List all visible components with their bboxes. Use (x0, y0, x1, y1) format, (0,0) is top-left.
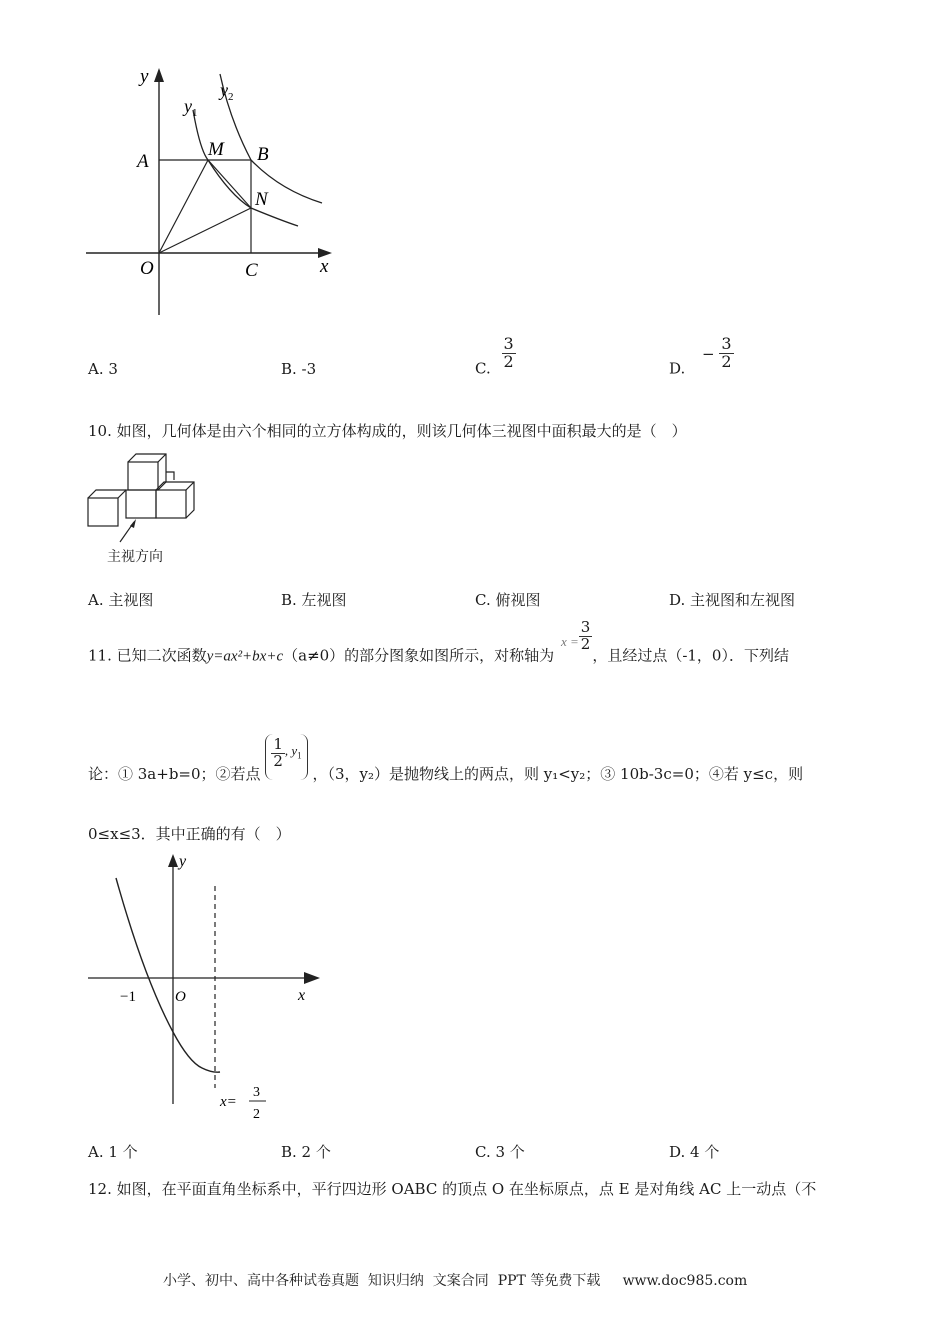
q9-option-c-num: 3 (503, 334, 514, 353)
q9-option-d-sign: − (702, 345, 715, 364)
q9-y-arrow (154, 68, 164, 82)
q11-label-axis-num: 3 (253, 1085, 260, 1100)
q9-label-M: M (208, 139, 224, 160)
q9-option-c-den: 2 (503, 351, 514, 371)
q9-option-c-prefix: C. (475, 359, 491, 378)
q11-axis-fraction (579, 620, 593, 653)
q10-figure-caption: 主视方向 (107, 549, 163, 565)
q10-stem: 10. 如图，几何体是由六个相同的立方体构成的，则该几何体三视图中面积最大的是（ ） (88, 422, 687, 440)
q9-curve-y1 (193, 110, 298, 226)
page-footer: 小学、初中、高中各种试卷真题 知识归纳 文案合同 PPT 等免费下载 www.doc985.com (163, 1273, 748, 1289)
q11-point-fraction (271, 737, 285, 770)
q9-option-d-fraction (719, 336, 733, 371)
q9-segment-ON (159, 208, 251, 253)
q11-option-c: C. 3 个 (475, 1143, 525, 1161)
q9-label-y: y (140, 66, 149, 87)
q11-line3: 0≤x≤3．其中正确的有（ ） (88, 825, 291, 843)
q12-stem: 12. 如图，在平面直角坐标系中，平行四边形 OABC 的顶点 O 在坐标原点，点 E 是对角线 AC 上一动点（不 (88, 1180, 817, 1198)
q11-axis-den: 2 (580, 634, 591, 653)
q11-line2-a: 论：① 3a+b=0；②若点 (88, 765, 261, 783)
q11-option-b: B. 2 个 (281, 1143, 331, 1161)
q9-label-A: A (137, 151, 149, 172)
q9-label-C: C (245, 260, 258, 281)
q11-line1-func: y=ax²+bx+c (206, 648, 284, 665)
q9-label-N: N (255, 189, 268, 210)
q9-option-c (475, 336, 516, 377)
q11-line1-b: ，且经过点（-1，0）．下列结 (592, 646, 789, 665)
q11-point-y: , $y_1$ (284, 742, 302, 761)
q11-line1-a: 11. 已知二次函数 (88, 646, 207, 665)
q9-option-c-fraction (502, 336, 516, 371)
q9-label-y2: $y_2$ (220, 80, 234, 103)
q11-x-arrow (304, 972, 320, 984)
q11-graph (84, 852, 324, 1132)
q9-label-B: B (257, 144, 269, 165)
q9-label-O: O (140, 258, 154, 279)
q11-axis-num: 3 (580, 618, 591, 636)
q11-label-neg1: −1 (120, 989, 136, 1005)
q11-point-paren (265, 734, 307, 780)
q9-label-y1: $y_1$ (184, 96, 198, 119)
q11-option-a: A. 1 个 (88, 1143, 138, 1161)
q11-label-axis-eq: x= (220, 1094, 237, 1110)
q10-option-c: C. 俯视图 (475, 591, 541, 609)
q9-option-a: A. 3 (88, 360, 118, 378)
q11-line2 (88, 734, 803, 784)
q9-figure (80, 60, 350, 325)
q9-label-x: x (320, 256, 329, 277)
q9-option-d (669, 336, 734, 377)
q11-line1-cond: （a≠0）的部分图象如图所示，对称轴为 (283, 646, 555, 665)
q11-label-y: y (179, 853, 187, 870)
q10-option-d: D. 主视图和左视图 (669, 591, 796, 609)
q11-point-den: 2 (273, 751, 283, 770)
q9-segment-OM (159, 160, 208, 253)
q11-line2-b: ，（3，y₂）是抛物线上的两点，则 y₁<y₂；③ 10b-3c=0；④若 y≤c，则 (312, 765, 804, 783)
q11-label-x: x (298, 987, 306, 1004)
q10-option-b: B. 左视图 (281, 591, 347, 609)
q9-curve-y2 (220, 74, 322, 203)
q10-option-a: A. 主视图 (88, 591, 154, 609)
q9-segment-MN (208, 160, 251, 208)
q11-axis-lhs: x = (560, 634, 579, 650)
q11-line1 (88, 620, 789, 665)
q9-option-b: B. -3 (281, 360, 317, 378)
q11-parabola (116, 878, 220, 1072)
q9-option-d-num: 3 (721, 334, 732, 353)
q11-point-num: 1 (273, 735, 283, 753)
q11-label-axis-den: 2 (253, 1107, 260, 1122)
q9-option-d-den: 2 (721, 351, 732, 371)
q11-option-d: D. 4 个 (669, 1143, 720, 1161)
q10-cube-figure (84, 448, 204, 548)
q9-option-d-prefix: D. (669, 359, 686, 378)
q11-y-arrow (168, 854, 178, 867)
q11-label-origin: O (175, 989, 186, 1005)
